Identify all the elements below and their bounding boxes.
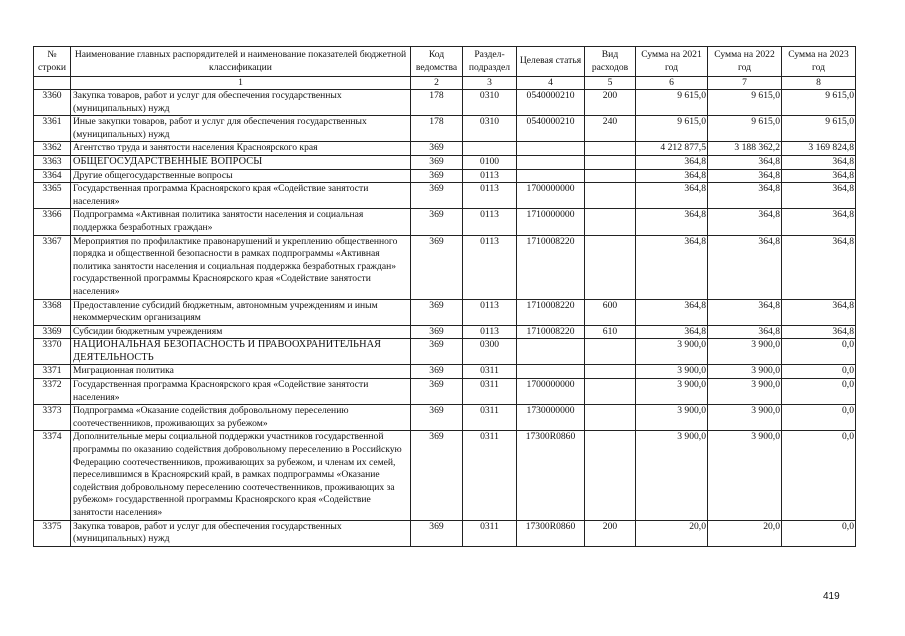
sum-2022: 3 900,0 bbox=[708, 405, 782, 431]
row-number: 3361 bbox=[34, 116, 71, 142]
column-number: 2 bbox=[411, 77, 463, 90]
table-row bbox=[34, 365, 856, 379]
header-target-article: Целевая статья bbox=[517, 47, 585, 77]
sum-2022: 3 900,0 bbox=[708, 379, 782, 405]
sum-2023: 0,0 bbox=[782, 365, 856, 379]
sum-2021: 3 900,0 bbox=[636, 405, 708, 431]
sum-2023: 3 169 824,8 bbox=[782, 142, 856, 156]
sum-2022: 9 615,0 bbox=[708, 116, 782, 142]
dept-code: 369 bbox=[411, 339, 463, 365]
expense-type bbox=[585, 169, 636, 183]
expense-type: 200 bbox=[585, 520, 636, 546]
sum-2023: 0,0 bbox=[782, 379, 856, 405]
row-number: 3368 bbox=[34, 299, 71, 325]
row-name: Государственная программа Красноярского края «Содействие занятости населения» bbox=[71, 183, 411, 209]
dept-code: 178 bbox=[411, 90, 463, 116]
sum-2022: 3 900,0 bbox=[708, 431, 782, 520]
section-code: 0100 bbox=[463, 155, 517, 169]
target-article: 1710008220 bbox=[517, 325, 585, 339]
row-number: 3366 bbox=[34, 209, 71, 235]
section-code: 0311 bbox=[463, 379, 517, 405]
row-number: 3374 bbox=[34, 431, 71, 520]
sum-2022: 20,0 bbox=[708, 520, 782, 546]
sum-2022: 364,8 bbox=[708, 155, 782, 169]
table-row bbox=[34, 379, 856, 405]
table-row bbox=[34, 142, 856, 156]
header-section: Раздел-подраздел bbox=[463, 47, 517, 77]
row-name: Подпрограмма «Активная политика занятости населения и социальная поддержка безработных граждан» bbox=[71, 209, 411, 235]
sum-2021: 364,8 bbox=[636, 169, 708, 183]
expense-type bbox=[585, 155, 636, 169]
section-code: 0300 bbox=[463, 339, 517, 365]
sum-2022: 364,8 bbox=[708, 299, 782, 325]
section-code bbox=[463, 142, 517, 156]
dept-code: 178 bbox=[411, 116, 463, 142]
expense-type: 600 bbox=[585, 299, 636, 325]
dept-code: 369 bbox=[411, 405, 463, 431]
column-number bbox=[34, 77, 71, 90]
row-name: Другие общегосударственные вопросы bbox=[71, 169, 411, 183]
table-row bbox=[34, 405, 856, 431]
expense-type bbox=[585, 405, 636, 431]
expense-type bbox=[585, 339, 636, 365]
target-article: 1700000000 bbox=[517, 379, 585, 405]
row-name: Закупка товаров, работ и услуг для обеспечения государственных (муниципальных) нужд bbox=[71, 520, 411, 546]
row-number: 3362 bbox=[34, 142, 71, 156]
sum-2021: 364,8 bbox=[636, 183, 708, 209]
target-article bbox=[517, 365, 585, 379]
sum-2021: 364,8 bbox=[636, 325, 708, 339]
target-article: 0540000210 bbox=[517, 116, 585, 142]
column-number: 3 bbox=[463, 77, 517, 90]
header-expense-type: Вид расходов bbox=[585, 47, 636, 77]
row-number: 3367 bbox=[34, 235, 71, 299]
row-number: 3372 bbox=[34, 379, 71, 405]
dept-code: 369 bbox=[411, 431, 463, 520]
sum-2023: 0,0 bbox=[782, 339, 856, 365]
row-number: 3370 bbox=[34, 339, 71, 365]
row-name: Закупка товаров, работ и услуг для обеспечения государственных (муниципальных) нужд bbox=[71, 90, 411, 116]
sum-2021: 9 615,0 bbox=[636, 116, 708, 142]
header-name: Наименование главных распорядителей и наименование показателей бюджетной классификации bbox=[71, 47, 411, 77]
sum-2023: 364,8 bbox=[782, 325, 856, 339]
column-number: 6 bbox=[636, 77, 708, 90]
header-dept-code: Код ведомства bbox=[411, 47, 463, 77]
target-article bbox=[517, 169, 585, 183]
target-article: 1710008220 bbox=[517, 235, 585, 299]
sum-2021: 3 900,0 bbox=[636, 339, 708, 365]
table-row bbox=[34, 431, 856, 520]
table-row bbox=[34, 325, 856, 339]
sum-2021: 9 615,0 bbox=[636, 90, 708, 116]
target-article: 1730000000 bbox=[517, 405, 585, 431]
header-sum-2021: Сумма на 2021 год bbox=[636, 47, 708, 77]
sum-2021: 4 212 877,5 bbox=[636, 142, 708, 156]
sum-2023: 0,0 bbox=[782, 431, 856, 520]
target-article: 1710000000 bbox=[517, 209, 585, 235]
dept-code: 369 bbox=[411, 379, 463, 405]
column-number: 1 bbox=[71, 77, 411, 90]
sum-2023: 364,8 bbox=[782, 209, 856, 235]
row-name: НАЦИОНАЛЬНАЯ БЕЗОПАСНОСТЬ И ПРАВООХРАНИТЕЛЬНАЯ ДЕЯТЕЛЬНОСТЬ bbox=[71, 339, 411, 365]
sum-2022: 364,8 bbox=[708, 169, 782, 183]
table-row bbox=[34, 209, 856, 235]
sum-2021: 3 900,0 bbox=[636, 431, 708, 520]
sum-2022: 364,8 bbox=[708, 325, 782, 339]
table-body bbox=[34, 90, 856, 547]
column-number: 4 bbox=[517, 77, 585, 90]
header-sum-2022: Сумма на 2022 год bbox=[708, 47, 782, 77]
row-number: 3365 bbox=[34, 183, 71, 209]
row-name: Миграционная политика bbox=[71, 365, 411, 379]
row-number: 3360 bbox=[34, 90, 71, 116]
dept-code: 369 bbox=[411, 209, 463, 235]
table-row bbox=[34, 155, 856, 169]
column-number: 7 bbox=[708, 77, 782, 90]
sum-2023: 364,8 bbox=[782, 235, 856, 299]
sum-2023: 9 615,0 bbox=[782, 90, 856, 116]
sum-2023: 364,8 bbox=[782, 169, 856, 183]
row-name: Предоставление субсидий бюджетным, автономным учреждениям и иным некоммерческим организациям bbox=[71, 299, 411, 325]
row-number: 3369 bbox=[34, 325, 71, 339]
row-name: ОБЩЕГОСУДАРСТВЕННЫЕ ВОПРОСЫ bbox=[71, 155, 411, 169]
table-row bbox=[34, 90, 856, 116]
target-article: 1710008220 bbox=[517, 299, 585, 325]
sum-2022: 3 900,0 bbox=[708, 365, 782, 379]
page-number: 419 bbox=[823, 591, 840, 602]
expense-type bbox=[585, 235, 636, 299]
header-sum-2023: Сумма на 2023 год bbox=[782, 47, 856, 77]
sum-2022: 364,8 bbox=[708, 235, 782, 299]
sum-2021: 364,8 bbox=[636, 209, 708, 235]
expense-type bbox=[585, 142, 636, 156]
column-number: 8 bbox=[782, 77, 856, 90]
section-code: 0113 bbox=[463, 209, 517, 235]
dept-code: 369 bbox=[411, 325, 463, 339]
target-article bbox=[517, 339, 585, 365]
expense-type: 610 bbox=[585, 325, 636, 339]
column-number-row bbox=[34, 77, 856, 90]
budget-table-page bbox=[33, 46, 855, 547]
sum-2022: 364,8 bbox=[708, 209, 782, 235]
expense-type: 240 bbox=[585, 116, 636, 142]
sum-2023: 0,0 bbox=[782, 405, 856, 431]
row-number: 3364 bbox=[34, 169, 71, 183]
sum-2023: 9 615,0 bbox=[782, 116, 856, 142]
sum-2021: 364,8 bbox=[636, 235, 708, 299]
sum-2022: 364,8 bbox=[708, 183, 782, 209]
target-article: 17300R0860 bbox=[517, 431, 585, 520]
table-row bbox=[34, 339, 856, 365]
expense-type bbox=[585, 431, 636, 520]
expense-type bbox=[585, 183, 636, 209]
section-code: 0113 bbox=[463, 183, 517, 209]
dept-code: 369 bbox=[411, 142, 463, 156]
sum-2021: 20,0 bbox=[636, 520, 708, 546]
sum-2021: 364,8 bbox=[636, 155, 708, 169]
section-code: 0311 bbox=[463, 365, 517, 379]
expense-type: 200 bbox=[585, 90, 636, 116]
section-code: 0311 bbox=[463, 405, 517, 431]
section-code: 0311 bbox=[463, 431, 517, 520]
dept-code: 369 bbox=[411, 169, 463, 183]
sum-2022: 3 900,0 bbox=[708, 339, 782, 365]
section-code: 0113 bbox=[463, 169, 517, 183]
section-code: 0310 bbox=[463, 90, 517, 116]
row-name: Мероприятия по профилактике правонарушений и укреплению общественного порядка и общественной безопасности в рамках подпрограммы «Активная политика занятости населения и социальная поддержка безработных граждан» государственной программы Красноярского края «Содействие занятости населения» bbox=[71, 235, 411, 299]
section-code: 0310 bbox=[463, 116, 517, 142]
table-row bbox=[34, 116, 856, 142]
header-row bbox=[34, 47, 856, 77]
table-row bbox=[34, 183, 856, 209]
dept-code: 369 bbox=[411, 155, 463, 169]
section-code: 0113 bbox=[463, 325, 517, 339]
row-name: Иные закупки товаров, работ и услуг для обеспечения государственных (муниципальных) нужд bbox=[71, 116, 411, 142]
section-code: 0113 bbox=[463, 235, 517, 299]
dept-code: 369 bbox=[411, 365, 463, 379]
section-code: 0311 bbox=[463, 520, 517, 546]
target-article bbox=[517, 142, 585, 156]
sum-2021: 3 900,0 bbox=[636, 379, 708, 405]
table-row bbox=[34, 299, 856, 325]
row-number: 3375 bbox=[34, 520, 71, 546]
dept-code: 369 bbox=[411, 520, 463, 546]
expense-type bbox=[585, 365, 636, 379]
row-name: Субсидии бюджетным учреждениям bbox=[71, 325, 411, 339]
budget-table bbox=[33, 46, 856, 547]
target-article: 0540000210 bbox=[517, 90, 585, 116]
sum-2023: 364,8 bbox=[782, 183, 856, 209]
target-article: 1700000000 bbox=[517, 183, 585, 209]
row-number: 3371 bbox=[34, 365, 71, 379]
row-name: Дополнительные меры социальной поддержки участников государственной программы по оказанию содействия добровольному переселению в Российскую Федерацию соотечественников, проживающих за рубежом, и членам их семей, переселившимся в Красноярский край, в рамках подпрограммы «Оказание содействия добровольному переселению соотечественников, проживающих за рубежом» государственной программы Красноярского края «Содействие занятости населения» bbox=[71, 431, 411, 520]
dept-code: 369 bbox=[411, 299, 463, 325]
sum-2023: 0,0 bbox=[782, 520, 856, 546]
row-name: Государственная программа Красноярского края «Содействие занятости населения» bbox=[71, 379, 411, 405]
dept-code: 369 bbox=[411, 183, 463, 209]
row-number: 3373 bbox=[34, 405, 71, 431]
table-row bbox=[34, 169, 856, 183]
table-row bbox=[34, 520, 856, 546]
expense-type bbox=[585, 209, 636, 235]
sum-2021: 364,8 bbox=[636, 299, 708, 325]
sum-2022: 3 188 362,2 bbox=[708, 142, 782, 156]
row-number: 3363 bbox=[34, 155, 71, 169]
target-article: 17300R0860 bbox=[517, 520, 585, 546]
header-row-no: № строки bbox=[34, 47, 71, 77]
dept-code: 369 bbox=[411, 235, 463, 299]
row-name: Агентство труда и занятости населения Красноярского края bbox=[71, 142, 411, 156]
sum-2023: 364,8 bbox=[782, 299, 856, 325]
table-row bbox=[34, 235, 856, 299]
target-article bbox=[517, 155, 585, 169]
row-name: Подпрограмма «Оказание содействия добровольному переселению соотечественников, проживающих за рубежом» bbox=[71, 405, 411, 431]
sum-2021: 3 900,0 bbox=[636, 365, 708, 379]
column-number: 5 bbox=[585, 77, 636, 90]
sum-2023: 364,8 bbox=[782, 155, 856, 169]
expense-type bbox=[585, 379, 636, 405]
sum-2022: 9 615,0 bbox=[708, 90, 782, 116]
section-code: 0113 bbox=[463, 299, 517, 325]
